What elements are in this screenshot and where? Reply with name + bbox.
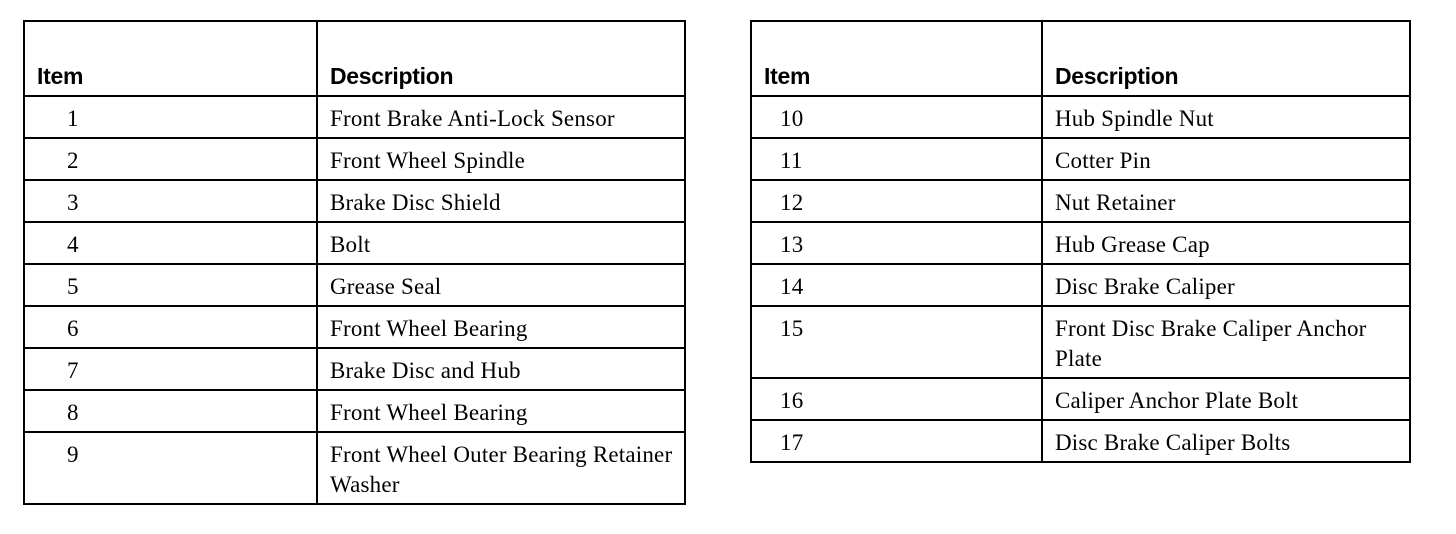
- table-row: [751, 306, 1410, 378]
- item-description: Front Wheel Bearing: [317, 306, 685, 348]
- item-number: 3: [24, 180, 317, 222]
- table-row: [24, 138, 685, 180]
- item-description: Front Wheel Outer Bearing Retainer Washer: [317, 432, 685, 504]
- item-number: 8: [24, 390, 317, 432]
- item-description: Front Wheel Spindle: [317, 138, 685, 180]
- item-number: 5: [24, 264, 317, 306]
- item-number: 6: [24, 306, 317, 348]
- table-row: [751, 180, 1410, 222]
- item-number: 14: [751, 264, 1042, 306]
- item-description: Brake Disc Shield: [317, 180, 685, 222]
- item-description: Hub Grease Cap: [1042, 222, 1410, 264]
- table-row: [24, 306, 685, 348]
- item-description: Caliper Anchor Plate Bolt: [1042, 378, 1410, 420]
- item-number: 2: [24, 138, 317, 180]
- column-header-description: Description: [1042, 21, 1410, 96]
- item-description: Disc Brake Caliper: [1042, 264, 1410, 306]
- table-row: [24, 180, 685, 222]
- item-description: Hub Spindle Nut: [1042, 96, 1410, 138]
- item-number: 15: [751, 306, 1042, 378]
- header-row: [24, 21, 685, 96]
- item-number: 1: [24, 96, 317, 138]
- parts-table-right: [750, 20, 1411, 463]
- table-row: [24, 390, 685, 432]
- item-description: Front Brake Anti-Lock Sensor: [317, 96, 685, 138]
- table-row: [751, 222, 1410, 264]
- table-row: [24, 432, 685, 504]
- item-description: Cotter Pin: [1042, 138, 1410, 180]
- column-header-item: Item: [24, 21, 317, 96]
- table-row: [24, 264, 685, 306]
- item-description: Brake Disc and Hub: [317, 348, 685, 390]
- item-description: Grease Seal: [317, 264, 685, 306]
- item-description: Disc Brake Caliper Bolts: [1042, 420, 1410, 462]
- item-number: 13: [751, 222, 1042, 264]
- table-row: [24, 222, 685, 264]
- item-number: 12: [751, 180, 1042, 222]
- item-description: Front Disc Brake Caliper Anchor Plate: [1042, 306, 1410, 378]
- item-description: Front Wheel Bearing: [317, 390, 685, 432]
- item-number: 11: [751, 138, 1042, 180]
- item-description: Nut Retainer: [1042, 180, 1410, 222]
- table-row: [751, 378, 1410, 420]
- table-row: [751, 420, 1410, 462]
- table-row: [751, 264, 1410, 306]
- table-row: [24, 96, 685, 138]
- item-number: 9: [24, 432, 317, 504]
- item-number: 7: [24, 348, 317, 390]
- item-number: 4: [24, 222, 317, 264]
- table-row: [751, 138, 1410, 180]
- table-row: [24, 348, 685, 390]
- parts-table-left: [23, 20, 686, 505]
- table-row: [751, 96, 1410, 138]
- item-number: 17: [751, 420, 1042, 462]
- item-number: 10: [751, 96, 1042, 138]
- column-header-description: Description: [317, 21, 685, 96]
- item-description: Bolt: [317, 222, 685, 264]
- item-number: 16: [751, 378, 1042, 420]
- header-row: [751, 21, 1410, 96]
- column-header-item: Item: [751, 21, 1042, 96]
